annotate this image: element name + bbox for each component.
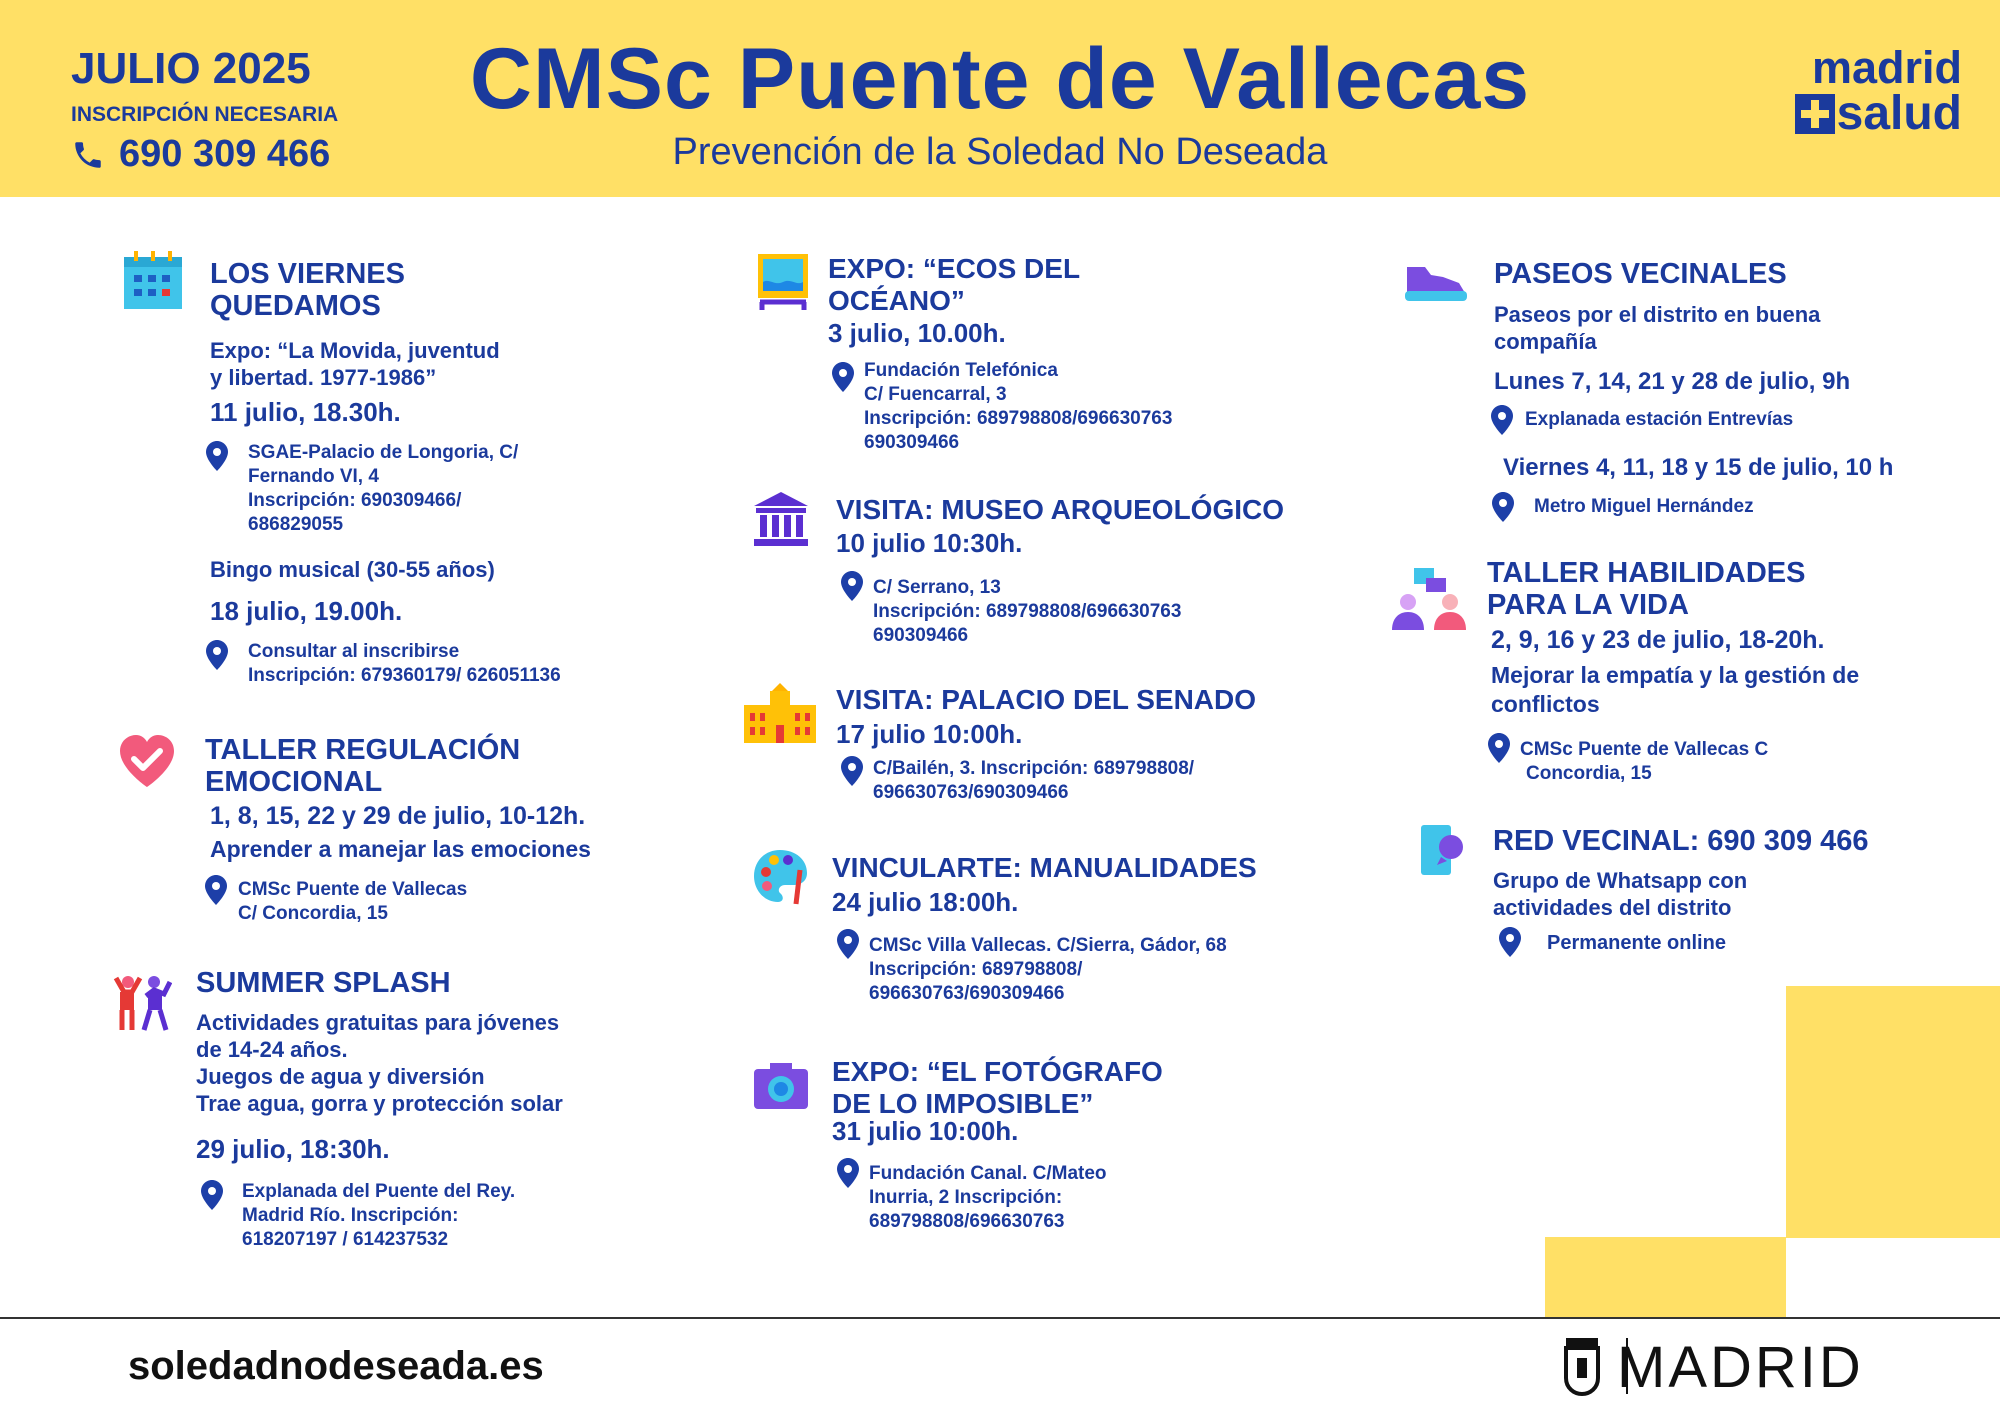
senado-address — [873, 757, 1194, 805]
regulacion-address-line2: C/ Concordia, 15 — [238, 903, 388, 924]
viernes-address1 — [248, 441, 518, 537]
camera-icon — [750, 1055, 812, 1117]
location-pin-icon — [832, 362, 854, 392]
ecos-address-line1: Fundación Telefónica — [864, 360, 1058, 381]
viernes-address1-line1: SGAE-Palacio de Longoria, C/ — [248, 442, 519, 463]
habilidades-desc-line1: Mejorar la empatía y la gestión de — [1491, 662, 1860, 688]
logo-text-salud: salud — [1836, 87, 1962, 140]
logo-text-madrid: madrid — [1811, 42, 1962, 93]
paseos-desc-line2: compañía — [1494, 329, 1597, 354]
viernes-address2 — [248, 640, 561, 688]
footer-divider — [0, 1317, 2000, 1319]
viernes-title-line2: QUEDAMOS — [210, 290, 381, 322]
museo-address-line3: 690309466 — [873, 625, 969, 646]
location-pin-icon — [205, 875, 227, 905]
regulacion-address-line1: CMSc Puente de Vallecas — [238, 879, 468, 900]
summer-desc-line3: Juegos de agua y diversión — [196, 1064, 485, 1089]
viernes-address2-line1: Consultar al inscribirse — [248, 641, 460, 662]
paseos-address2: Metro Miguel Hernández — [1534, 496, 1754, 517]
habilidades-date: 2, 9, 16 y 23 de julio, 18-20h. — [1491, 626, 1825, 654]
location-pin-icon — [841, 756, 863, 786]
viernes-expo-line2: y libertad. 1977-1986” — [210, 365, 437, 390]
paseos-desc — [1494, 301, 1820, 355]
viernes-address2-line2: Inscripción: 679360179/ 626051136 — [248, 665, 561, 686]
madrid-salud-logo — [1795, 42, 1962, 140]
habilidades-desc-line2: conflictos — [1491, 691, 1600, 717]
summer-desc-line1: Actividades gratuitas para jóvenes — [196, 1010, 560, 1035]
vincularte-address-line3: 696630763/690309466 — [869, 983, 1065, 1004]
vincularte-address-line1: CMSc Villa Vallecas. C/Sierra, Gádor, 68 — [869, 935, 1227, 956]
fotografo-address — [869, 1162, 1107, 1234]
habilidades-title — [1487, 557, 1805, 621]
summer-address — [242, 1180, 515, 1252]
senado-address-line1: C/Bailén, 3. Inscripción: 689798808/ — [873, 758, 1195, 779]
fotografo-title-line1: EXPO: “EL FOTÓGRAFO — [832, 1056, 1163, 1087]
vincularte-title: VINCULARTE: MANUALIDADES — [832, 852, 1257, 883]
museo-address — [873, 576, 1181, 648]
location-pin-icon — [1491, 405, 1513, 435]
vincularte-date: 24 julio 18:00h. — [832, 887, 1019, 917]
registration-notice: INSCRIPCIÓN NECESARIA — [71, 103, 339, 126]
regulacion-title-line1: TALLER REGULACIÓN — [205, 734, 521, 766]
paseos-date2: Viernes 4, 11, 18 y 15 de julio, 10 h — [1503, 454, 1894, 481]
summer-title: SUMMER SPLASH — [196, 967, 451, 999]
paseos-address1: Explanada estación Entrevías — [1525, 409, 1794, 430]
page-title: CMSc Puente de Vallecas — [469, 31, 1531, 127]
viernes-address1-line3: Inscripción: 690309466/ — [248, 490, 462, 511]
location-pin-icon — [1492, 492, 1514, 522]
location-pin-icon — [206, 441, 228, 471]
ecos-title — [828, 253, 1080, 317]
summer-desc-line2: de 14-24 años. — [196, 1037, 348, 1062]
fotografo-title-line2: DE LO IMPOSIBLE” — [832, 1088, 1094, 1119]
vincularte-address-line2: Inscripción: 689798808/ — [869, 959, 1083, 980]
red-desc-line1: Grupo de Whatsapp con — [1493, 868, 1748, 893]
senado-address-line2: 696630763/690309466 — [873, 782, 1069, 803]
footer-website-link[interactable]: soledadnodeseada.es — [128, 1344, 544, 1388]
senado-date: 17 julio 10:00h. — [836, 719, 1023, 749]
red-desc-line2: actividades del distrito — [1493, 895, 1732, 920]
palace-icon — [742, 681, 818, 745]
viernes-expo — [210, 337, 500, 391]
summer-address-line3: 618207197 / 614237532 — [242, 1229, 449, 1250]
madrid-crest-icon — [1562, 1336, 1602, 1396]
ecos-address — [864, 359, 1172, 455]
madrid-wordmark: MADRID — [1617, 1335, 1864, 1400]
paseos-desc-line1: Paseos por el distrito en buena — [1494, 302, 1821, 327]
red-address: Permanente online — [1547, 932, 1726, 954]
plus-icon — [1795, 94, 1835, 134]
viernes-date2: 18 julio, 19.00h. — [210, 596, 403, 626]
decorative-block — [1545, 1237, 1786, 1317]
ecos-address-line2: C/ Fuencarral, 3 — [864, 384, 1007, 405]
phone-chat-icon — [1417, 823, 1467, 877]
summer-address-line2: Madrid Río. Inscripción: — [242, 1205, 459, 1226]
viernes-title — [210, 258, 405, 322]
location-pin-icon — [837, 929, 859, 959]
viernes-date1: 11 julio, 18.30h. — [210, 397, 401, 427]
habilidades-address-line1: CMSc Puente de Vallecas C — [1520, 739, 1769, 760]
regulacion-title — [205, 734, 520, 798]
people-dancing-icon — [110, 972, 172, 1034]
fotografo-address-line1: Fundación Canal. C/Mateo — [869, 1163, 1107, 1184]
museo-address-line1: C/ Serrano, 13 — [873, 577, 1001, 598]
fotografo-address-line2: Inurria, 2 Inscripción: — [869, 1187, 1063, 1208]
senado-title: VISITA: PALACIO DEL SENADO — [836, 684, 1257, 715]
location-pin-icon — [841, 571, 863, 601]
page-subtitle: Prevención de la Soledad No Deseada — [672, 131, 1328, 173]
viernes-expo-line1: Expo: “La Movida, juventud — [210, 338, 500, 363]
fotografo-title — [832, 1056, 1163, 1120]
regulacion-desc: Aprender a manejar las emociones — [210, 836, 591, 862]
fotografo-date: 31 julio 10:00h. — [832, 1116, 1019, 1146]
ecos-date: 3 julio, 10.00h. — [828, 318, 1006, 348]
framed-picture-icon — [752, 250, 814, 312]
red-title: RED VECINAL: 690 309 466 — [1493, 825, 1869, 857]
month-label: JULIO 2025 — [71, 44, 311, 93]
habilidades-title-line1: TALLER HABILIDADES — [1487, 557, 1806, 589]
museo-date: 10 julio 10:30h. — [836, 528, 1023, 558]
habilidades-address-line2: Concordia, 15 — [1526, 763, 1652, 784]
viernes-title-line1: LOS VIERNES — [210, 258, 405, 290]
vincularte-address — [869, 934, 1227, 1006]
museum-icon — [750, 488, 812, 550]
museo-address-line2: Inscripción: 689798808/696630763 — [873, 601, 1182, 622]
ecos-address-line3: Inscripción: 689798808/696630763 — [864, 408, 1173, 429]
habilidades-title-line2: PARA LA VIDA — [1487, 589, 1689, 621]
people-chat-icon — [1390, 566, 1470, 632]
viernes-address1-line4: 686829055 — [248, 514, 344, 535]
palette-icon — [750, 846, 812, 908]
summer-desc-line4: Trae agua, gorra y protección solar — [196, 1091, 563, 1116]
location-pin-icon — [1488, 733, 1510, 763]
header-phone-number: 690 309 466 — [119, 133, 331, 175]
summer-date: 29 julio, 18:30h. — [196, 1134, 390, 1164]
location-pin-icon — [837, 1158, 859, 1188]
sneaker-icon — [1403, 259, 1469, 305]
regulacion-title-line2: EMOCIONAL — [205, 766, 383, 798]
fotografo-address-line3: 689798808/696630763 — [869, 1211, 1065, 1232]
location-pin-icon — [206, 640, 228, 670]
museo-title: VISITA: MUSEO ARQUEOLÓGICO — [836, 494, 1285, 525]
paseos-title: PASEOS VECINALES — [1494, 258, 1787, 290]
decorative-block — [1786, 986, 2000, 1238]
paseos-date1: Lunes 7, 14, 21 y 28 de julio, 9h — [1494, 368, 1851, 395]
ecos-title-line2: OCÉANO” — [828, 285, 965, 316]
regulacion-date: 1, 8, 15, 22 y 29 de julio, 10-12h. — [210, 802, 586, 830]
location-pin-icon — [201, 1180, 223, 1210]
habilidades-address — [1520, 738, 1768, 786]
summer-desc — [196, 1009, 563, 1117]
heart-check-icon — [116, 731, 178, 793]
ecos-title-line1: EXPO: “ECOS DEL — [828, 253, 1081, 284]
location-pin-icon — [1499, 927, 1521, 957]
ecos-address-line4: 690309466 — [864, 432, 960, 453]
bingo-label: Bingo musical (30-55 años) — [210, 557, 495, 582]
viernes-address1-line2: Fernando VI, 4 — [248, 466, 379, 487]
habilidades-desc — [1491, 661, 1859, 719]
summer-address-line1: Explanada del Puente del Rey. — [242, 1181, 516, 1202]
calendar-icon — [122, 249, 184, 311]
regulacion-address — [238, 878, 467, 926]
red-desc — [1493, 867, 1747, 921]
